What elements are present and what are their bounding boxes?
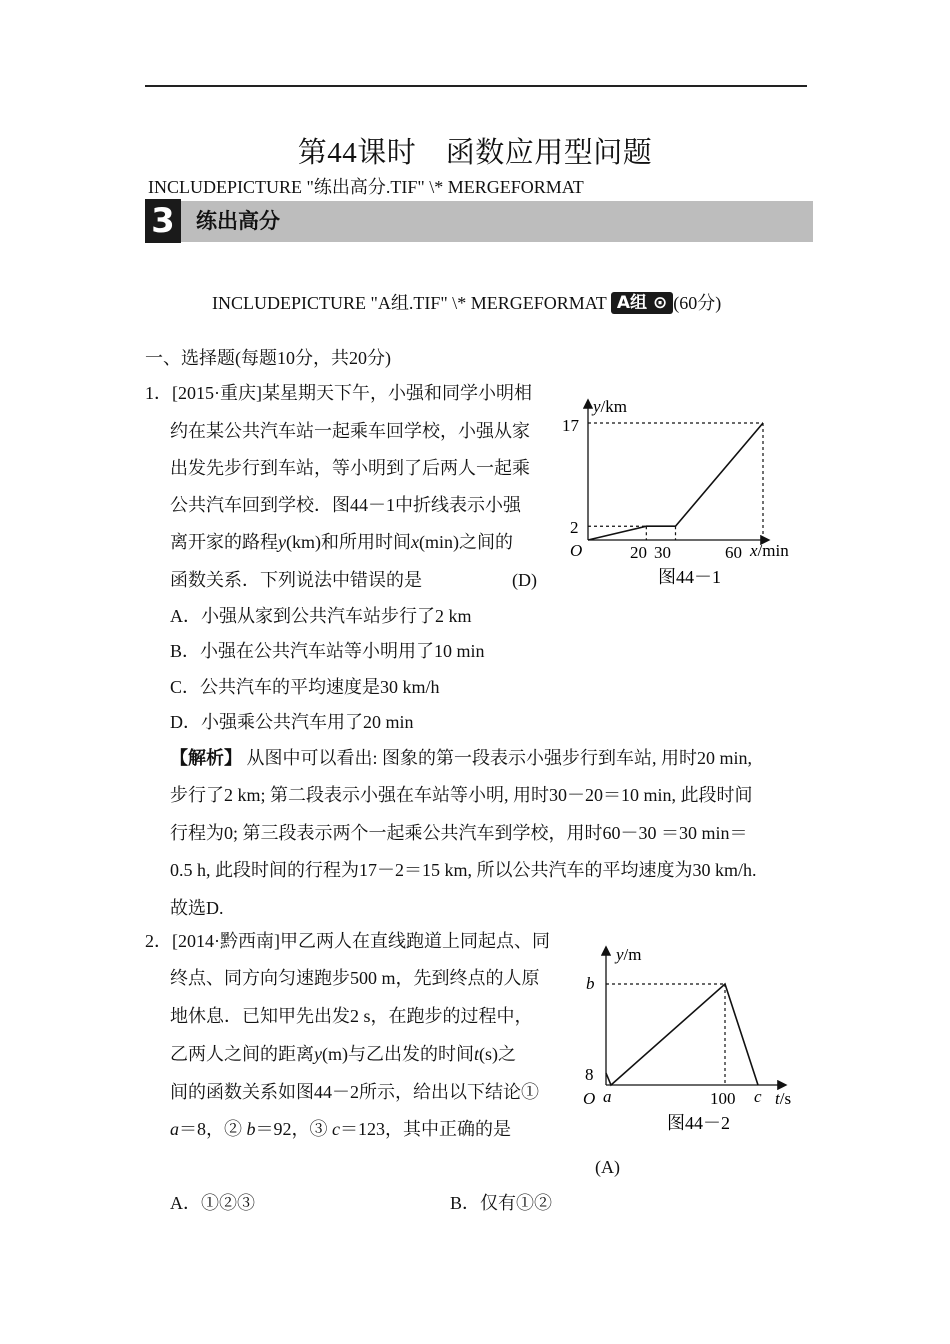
origin-label: O — [583, 1089, 596, 1108]
x-tick-20: 20 — [630, 543, 647, 562]
chart-caption: 图44－2 — [667, 1113, 730, 1133]
q2-line-3: 地休息．已知甲先出发2 s，在跑步的过程中， — [170, 1006, 533, 1026]
chart-caption: 图44－1 — [658, 567, 721, 587]
analysis-line-1: 【解析】 从图中可以看出: 图象的第一段表示小强步行到车站, 用时20 min, — [170, 748, 753, 768]
x-mark-100: 100 — [710, 1089, 736, 1108]
y-axis-label: y/km — [593, 397, 627, 416]
chart-44-1 — [560, 393, 805, 593]
y-tick-2: 2 — [570, 518, 579, 537]
group-badge-label: A组 — [616, 293, 653, 313]
q2-line-1: 2．[2014·黔西南]甲乙两人在直线跑道上同起点、同 — [145, 931, 550, 951]
q1-line-2: 约在某公共汽车站一起乘车回学校，小强从家 — [170, 421, 530, 441]
y-axis-label: y/m — [616, 945, 642, 964]
banner-title: 练出高分 — [196, 209, 280, 233]
x-axis-label: t/s — [775, 1089, 792, 1108]
x-tick-60: 60 — [725, 543, 742, 562]
q1-line-4: 公共汽车回到学校．图44－1中折线表示小强 — [170, 495, 521, 515]
x-axis-label: x/min — [750, 541, 789, 560]
origin-label: O — [570, 541, 583, 560]
q1-option-d: D．小强乘公共汽车用了20 min — [170, 712, 414, 732]
y-mark-8: 8 — [585, 1065, 594, 1084]
y-mark-b: b — [586, 974, 595, 993]
q1-answer: (D) — [512, 570, 537, 590]
page-title: 第44课时 函数应用型问题 — [297, 137, 653, 169]
banner-number: 3 — [145, 199, 181, 243]
q1-option-c: C．公共汽车的平均速度是30 km/h — [170, 677, 440, 697]
include-field-1: INCLUDEPICTURE "练出高分.TIF" \* MERGEFORMAT — [148, 177, 584, 197]
guide-lines — [588, 423, 763, 540]
q2-line-2: 终点、同方向匀速跑步500 m，先到终点的人原 — [170, 968, 540, 988]
q1-line-6: 函数关系．下列说法中错误的是 — [170, 570, 422, 590]
q2-line-5: 间的函数关系如图44－2所示，给出以下结论① — [170, 1082, 539, 1102]
q2-option-a: A．①②③ — [170, 1193, 255, 1213]
include-field-2: INCLUDEPICTURE "A组.TIF" \* MERGEFORMAT — [212, 293, 607, 313]
q1-option-a: A．小强从家到公共汽车站步行了2 km — [170, 606, 472, 626]
group-badge — [611, 292, 673, 314]
series-line — [606, 984, 758, 1085]
chart-44-2 — [578, 940, 803, 1140]
q2-line-4: 乙两人之间的距离y(m)与乙出发的时间t(s)之 — [170, 1044, 517, 1064]
analysis-line-3: 行程为0; 第三段表示两个一起乘公共汽车到学校，用时60－30 ＝30 min＝ — [170, 823, 748, 843]
analysis-line-5: 故选D. — [170, 898, 224, 918]
y-tick-17: 17 — [562, 416, 579, 435]
group-line — [212, 291, 721, 315]
top-rule — [145, 85, 807, 87]
series-line — [588, 423, 763, 540]
q2-option-b: B．仅有①② — [450, 1193, 553, 1213]
x-mark-c: c — [754, 1087, 762, 1106]
analysis-tag: 【解析】 — [170, 748, 242, 768]
x-mark-a: a — [603, 1087, 612, 1106]
section-heading: 一、选择题(每题10分，共20分) — [145, 348, 391, 368]
group-score: (60分) — [673, 293, 722, 313]
q1-line-5: 离开家的路程y(km)和所用时间x(min)之间的 — [170, 532, 513, 552]
q1-line-3: 出发先步行到车站，等小明到了后两人一起乘 — [170, 458, 530, 478]
x-tick-30: 30 — [654, 543, 671, 562]
analysis-line-2: 步行了2 km; 第二段表示小强在车站等小明, 用时30－20＝10 min, 此段时间 — [170, 785, 753, 805]
q2-answer: (A) — [595, 1157, 620, 1177]
analysis-line-4: 0.5 h, 此段时间的行程为17－2＝15 km, 所以公共汽车的平均速度为30 km/h. — [170, 860, 757, 880]
q2-line-6: a＝8，② b＝92，③ c＝123，其中正确的是 — [170, 1119, 511, 1139]
q1-option-b: B．小强在公共汽车站等小明用了10 min — [170, 641, 485, 661]
magnifier-icon: ⊙ — [652, 293, 668, 313]
q1-line-1: 1．[2015·重庆]某星期天下午，小强和同学小明相 — [145, 383, 532, 403]
